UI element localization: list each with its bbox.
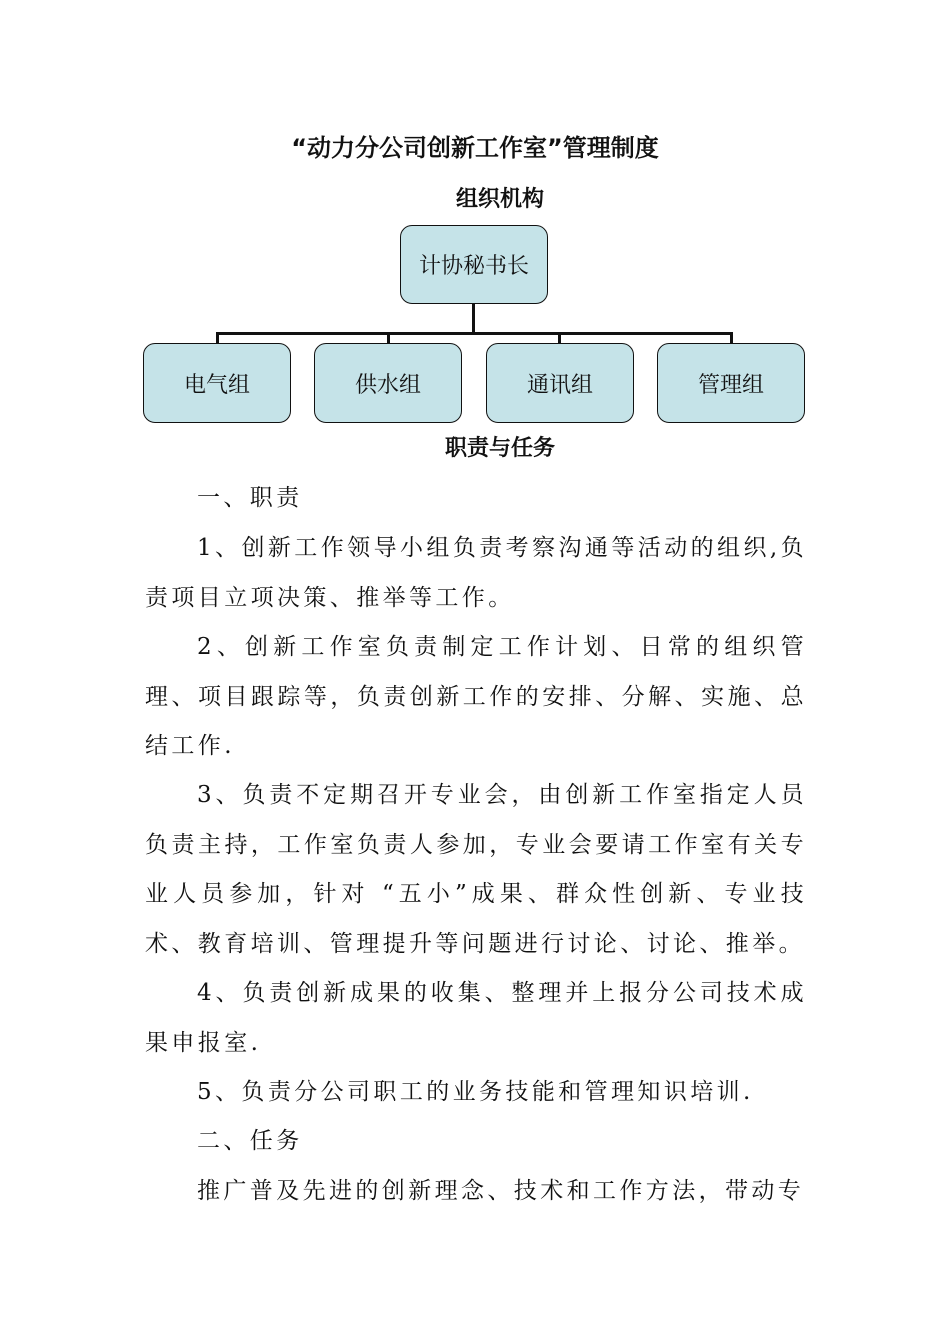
body-paragraph: 3、负责不定期召开专业会，由创新工作室指定人员负责主持，工作室负责人参加，专业会要请工作室有关专业人员参加，针对 “五小”成果、群众性创新、专业技术、教育培训、管理提升等问题进行讨论、讨论、推举。 — [145, 782, 807, 957]
body-paragraph: 4、负责创新成果的收集、整理并上报分公司技术成果申报室. — [145, 980, 807, 1056]
body-paragraph: 5、负责分公司职工的业务技能和管理知识培训. — [197, 1079, 754, 1105]
org-node-water-supply: 供水组 — [314, 343, 462, 423]
org-connector-horizontal — [216, 332, 733, 335]
body-paragraph: 1、创新工作领导小组负责考察沟通等活动的组织,负责项目立项决策、推举等工作。 — [145, 535, 807, 611]
org-node-electrical: 电气组 — [143, 343, 291, 423]
document-title: “动力分公司创新工作室”管理制度 — [291, 134, 659, 162]
org-node-management: 管理组 — [657, 343, 805, 423]
org-node-communication: 通讯组 — [486, 343, 634, 423]
body-paragraph: 2、创新工作室负责制定工作计划、日常的组织管理、项目跟踪等，负责创新工作的安排、分解、实施、总结工作. — [145, 634, 807, 759]
org-node-root: 计协秘书长 — [400, 225, 548, 304]
duty-section-title: 职责与任务 — [444, 436, 555, 461]
body-paragraph: 推广普及先进的创新理念、技术和工作方法，带动专 — [197, 1178, 805, 1204]
section-heading-duties: 一、职责 — [197, 485, 303, 511]
section-heading-tasks: 二、任务 — [197, 1128, 303, 1154]
org-connector-vertical — [472, 304, 475, 333]
org-section-title: 组织机构 — [455, 187, 544, 212]
